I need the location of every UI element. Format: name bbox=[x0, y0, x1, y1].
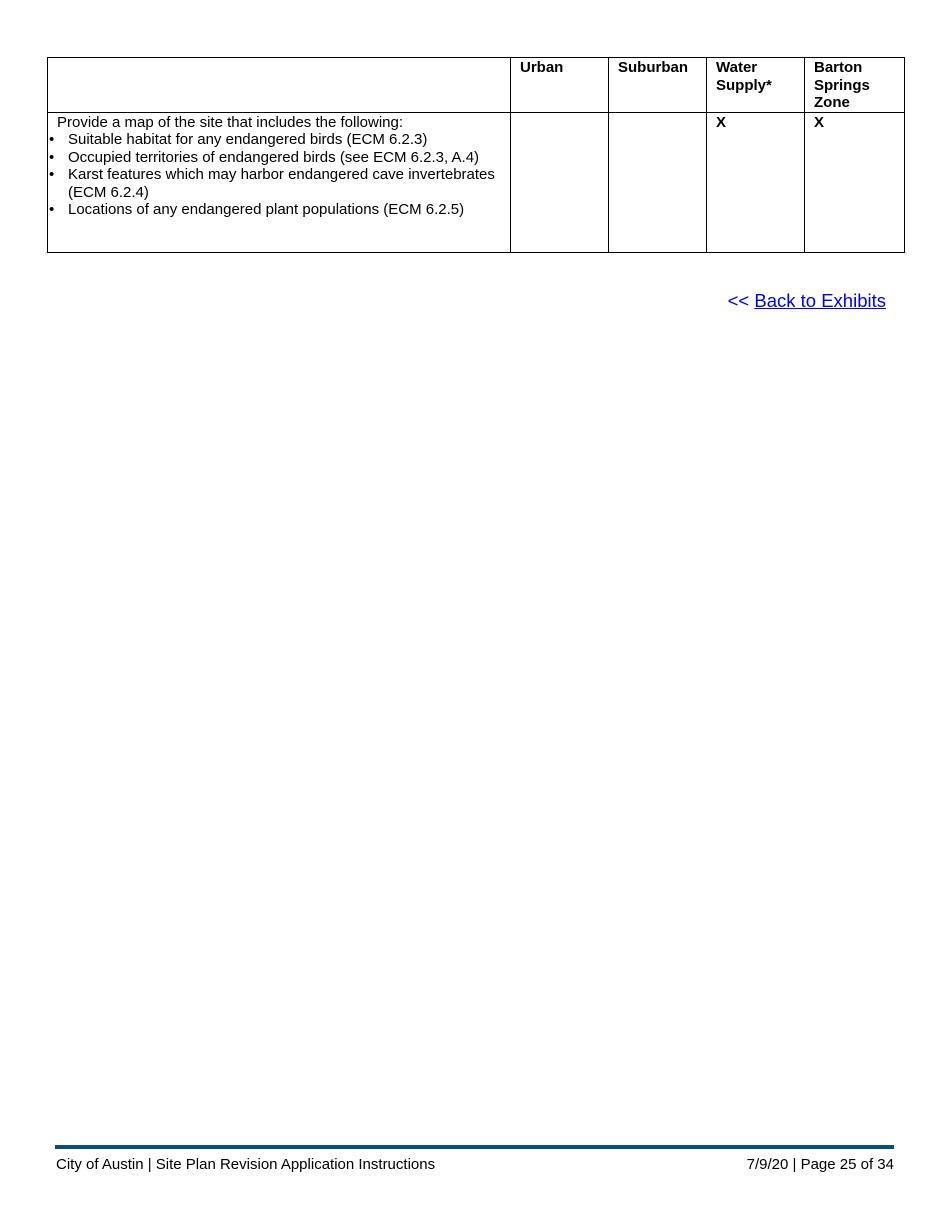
list-item bbox=[48, 131, 502, 149]
header-barton-line3: Zone bbox=[814, 94, 850, 111]
bullet-icon: • bbox=[49, 131, 55, 148]
header-water-supply-line1: Water bbox=[716, 59, 758, 76]
list-item bbox=[48, 149, 502, 167]
description-intro: Provide a map of the site that includes the following: bbox=[57, 113, 404, 131]
list-item-text: Locations of any endangered plant populations (ECM 6.2.5) bbox=[68, 201, 465, 218]
list-item bbox=[48, 166, 502, 201]
header-barton-line2: Springs bbox=[814, 76, 870, 94]
header-description bbox=[48, 58, 511, 113]
bullet-icon: • bbox=[49, 166, 55, 183]
list-item-text: Suitable habitat for any endangered birds (ECM 6.2.3) bbox=[68, 131, 428, 148]
list-item-text: Karst features which may harbor endangered cave invertebrates (ECM 6.2.4) bbox=[68, 166, 495, 201]
suburban-cell bbox=[609, 112, 707, 252]
footer-page-info: 7/9/20 | Page 25 of 34 bbox=[746, 1156, 894, 1173]
urban-cell bbox=[511, 112, 609, 252]
requirements-table bbox=[47, 57, 905, 253]
description-cell bbox=[48, 112, 511, 252]
list-item bbox=[48, 201, 502, 219]
list-item-text: Occupied territories of endangered birds (see ECM 6.2.3, A.4) bbox=[68, 148, 480, 166]
footer-divider bbox=[55, 1145, 894, 1149]
header-barton-springs-zone bbox=[805, 58, 905, 113]
back-link-label: Back to Exhibits bbox=[754, 290, 886, 311]
header-water-supply-line2: Supply* bbox=[716, 76, 772, 94]
footer-document-title: City of Austin | Site Plan Revision Application Instructions bbox=[56, 1156, 436, 1173]
back-arrows: << bbox=[727, 290, 750, 311]
bullet-icon: • bbox=[49, 201, 55, 218]
back-to-exhibits-link[interactable] bbox=[728, 290, 886, 312]
barton-springs-cell: X bbox=[805, 112, 905, 252]
header-water-supply bbox=[707, 58, 805, 113]
header-urban: Urban bbox=[511, 58, 609, 113]
requirement-list bbox=[49, 131, 502, 219]
bullet-icon: • bbox=[49, 148, 55, 166]
water-supply-cell: X bbox=[707, 112, 805, 252]
header-suburban: Suburban bbox=[609, 58, 707, 113]
table-row bbox=[48, 112, 905, 252]
table-header-row bbox=[48, 58, 905, 113]
header-barton-line1: Barton bbox=[814, 59, 863, 76]
